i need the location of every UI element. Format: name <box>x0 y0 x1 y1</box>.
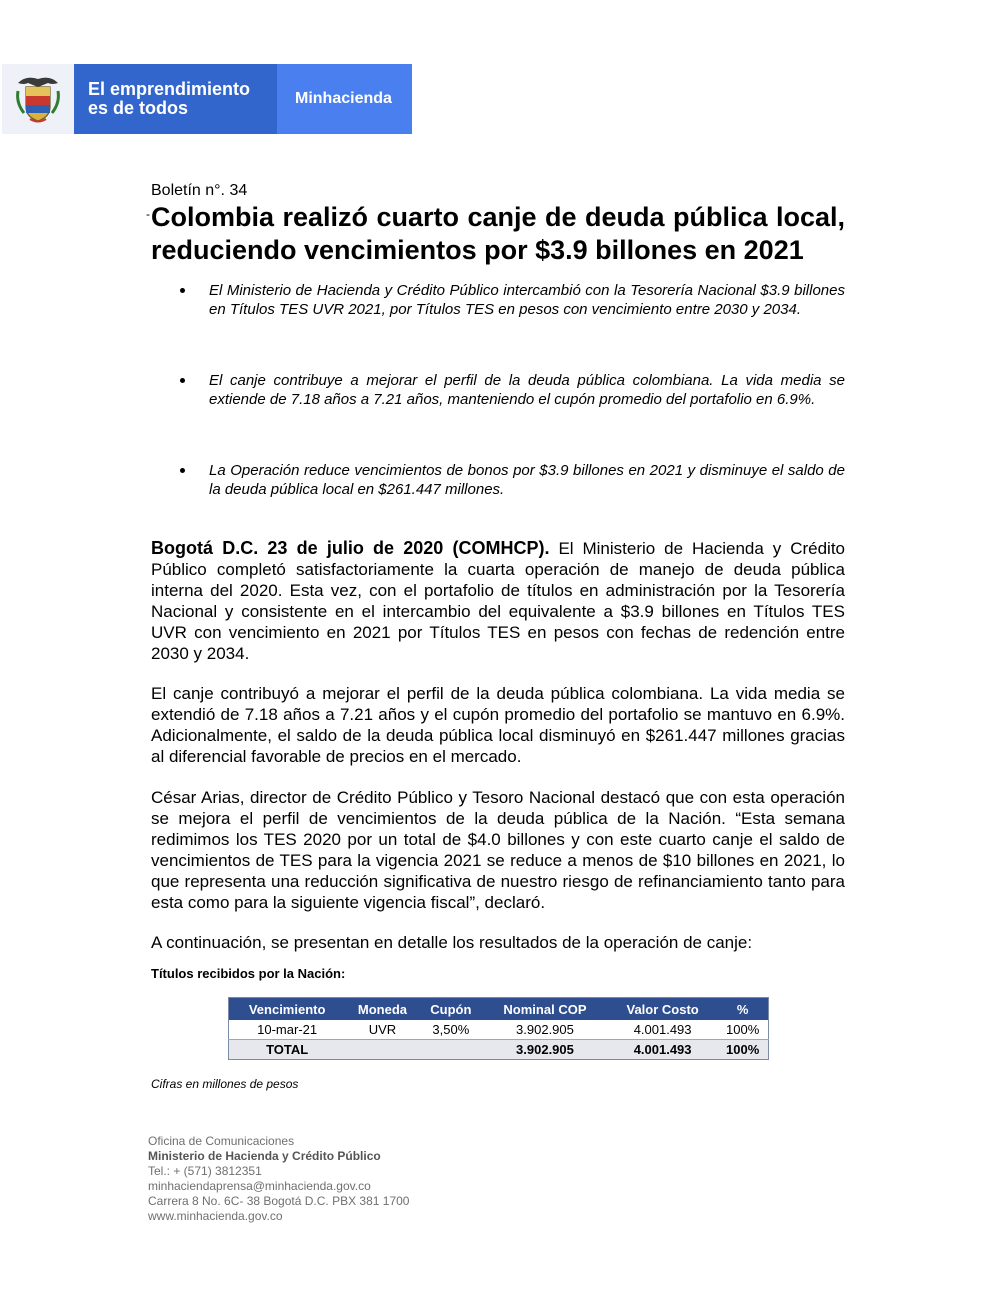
table-cell: 4.001.493 <box>608 1020 717 1040</box>
highlight-item <box>178 461 845 499</box>
highlight-text: El canje contribuye a mejorar el perfil de la deuda pública colombiana. La vida media se extiende de 7.18 años a 7.21 años, manteniendo el cupón promedio del portafolio en 6.9%. <box>209 372 845 408</box>
table-cell: 4.001.493 <box>608 1040 717 1060</box>
title-mark: - <box>146 207 150 221</box>
bullet-icon <box>180 288 185 293</box>
column-header: Nominal COP <box>482 998 608 1021</box>
footer-web-link[interactable]: www.minhacienda.gov.co <box>148 1209 283 1223</box>
column-header: Cupón <box>420 998 482 1021</box>
column-header: % <box>717 998 768 1021</box>
table-cell: 100% <box>717 1040 768 1060</box>
highlight-text: El Ministerio de Hacienda y Crédito Público intercambió con la Tesorería Nacional $3.9 billones en Títulos TES UVR 2021, por Títulos TES en pesos con vencimiento entre 2030 y 2034. <box>209 282 845 318</box>
table-cell: 100% <box>717 1020 768 1040</box>
table-cell <box>420 1040 482 1060</box>
footer-email-link[interactable]: minhaciendaprensa@minhacienda.gov.co <box>148 1179 371 1193</box>
table-cell: UVR <box>345 1020 419 1040</box>
table-cell: 3,50% <box>420 1020 482 1040</box>
footer-phone: Tel.: + (571) 3812351 <box>148 1164 262 1178</box>
table-caption: Títulos recibidos por la Nación: <box>151 966 346 981</box>
page-title: Colombia realizó cuarto canje de deuda pública local, reduciendo vencimientos por $3.9 billones en 2021 <box>151 202 845 265</box>
highlight-text: La Operación reduce vencimientos de bonos por $3.9 billones en 2021 y disminuye el saldo de la deuda pública local en $261.447 millones. <box>209 462 845 498</box>
bullet-icon <box>180 378 185 383</box>
footer-ministry: Ministerio de Hacienda y Crédito Público <box>148 1149 381 1163</box>
column-header: Valor Costo <box>608 998 717 1021</box>
paragraph-text: El Ministerio de Hacienda y Crédito Público completó satisfactoriamente la cuarta operación de manejo de deuda pública interna del 2020. Esta vez, con el portafolio de títulos en administración por la Tesorería Nacional y consistente en el intercambio del equivalente a $3.9 billones en Títulos TES UVR con vencimiento en 2021 por Títulos TES en pesos con fechas de redención entre 2030 y 2034. <box>151 539 845 663</box>
footer-address: Carrera 8 No. 6C- 38 Bogotá D.C. PBX 381 1700 <box>148 1194 410 1208</box>
table-cell: 10-mar-21 <box>229 1020 346 1040</box>
table-cell: TOTAL <box>229 1040 346 1060</box>
footer-office: Oficina de Comunicaciones <box>148 1134 295 1148</box>
results-table <box>228 997 769 1060</box>
bullet-icon <box>180 468 185 473</box>
slogan-line-2: es de todos <box>88 98 189 118</box>
slogan-line-1: El emprendimiento <box>88 79 251 99</box>
column-header: Vencimiento <box>229 998 346 1021</box>
table-note: Cifras en millones de pesos <box>151 1077 299 1091</box>
body-paragraph-2: El canje contribuyó a mejorar el perfil de la deuda pública colombiana. La vida media se extendió de 7.18 años a 7.21 años y el cupón promedio del portafolio se mantuvo en 6.9%. Adicionalmente, el saldo de la deuda pública local disminuyó en $261.447 millones gracias al diferencial favorable de precios en el mercado. <box>151 684 845 766</box>
table-total-row <box>229 1040 769 1060</box>
table-header-row <box>229 998 769 1021</box>
highlight-item <box>178 371 845 409</box>
table-cell: 3.902.905 <box>482 1040 608 1060</box>
logo-slogan <box>74 64 277 134</box>
body-paragraph-3: César Arias, director de Crédito Público y Tesoro Nacional destacó que con esta operación se mejora el perfil de vencimientos de la deuda pública de la Nación. “Esta semana redimimos los TES 2020 por un total de $4.0 billones y con este cuarto canje el saldo de vencimientos de TES para la vigencia 2021 se reduce a menos de $10 billones en 2021, lo que representa una reducción significativa de nuestro riesgo de refinanciamiento tanto para esta como para la siguiente vigencia fiscal”, declaró. <box>151 788 845 912</box>
body-paragraph-4: A continuación, se presentan en detalle los resultados de la operación de canje: <box>151 933 753 952</box>
highlights-list <box>178 281 845 551</box>
colombia-coat-of-arms-icon <box>2 64 74 134</box>
header-logo <box>2 64 412 134</box>
highlight-item <box>178 281 845 319</box>
logo-ministry: Minhacienda <box>277 64 412 134</box>
column-header: Moneda <box>345 998 419 1021</box>
body-paragraph-1 <box>151 538 845 664</box>
footer-contact <box>148 1134 409 1224</box>
table-row <box>229 1020 769 1040</box>
dateline: Bogotá D.C. 23 de julio de 2020 (COMHCP). <box>151 538 550 558</box>
bulletin-number: Boletín n°. 34 <box>151 182 248 199</box>
table-cell <box>345 1040 419 1060</box>
table-cell: 3.902.905 <box>482 1020 608 1040</box>
